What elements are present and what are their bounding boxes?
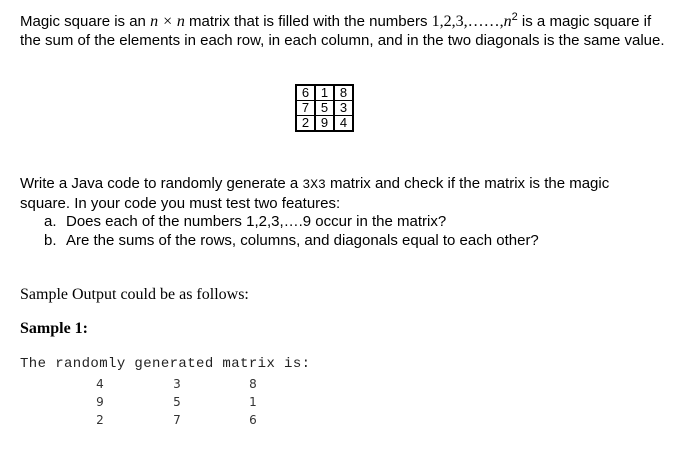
console-cell: 6	[249, 413, 257, 427]
intro-text-3: is a magic square if the sum of the elements in each row, in each column, and in the two diagonals is the same value.	[20, 13, 665, 49]
task-matrix-size: 3X3	[302, 177, 326, 192]
console-cell: 2	[96, 413, 104, 427]
console-header: The randomly generated matrix is:	[20, 356, 311, 372]
list-item	[44, 212, 539, 231]
console-cell: 5	[173, 395, 181, 409]
table-cell: 5	[315, 101, 334, 116]
list-item-text: Does each of the numbers 1,2,3,….9 occur in the matrix?	[66, 213, 447, 230]
list-item	[44, 231, 539, 250]
sample-title: Sample 1:	[20, 320, 88, 337]
console-cell: 1	[249, 395, 257, 409]
feature-list	[44, 212, 539, 250]
math-n: n	[503, 13, 512, 30]
table-cell: 2	[296, 116, 315, 132]
console-cell: 8	[249, 377, 257, 391]
console-cell: 7	[173, 413, 181, 427]
table-row	[296, 101, 353, 116]
sample-output-intro: Sample Output could be as follows:	[20, 286, 249, 303]
magic-square-table	[295, 84, 354, 132]
table-cell: 7	[296, 101, 315, 116]
intro-number-list: 1,2,3,……,	[431, 13, 504, 30]
task-text-2: matrix and check if the matrix is the magic square. In your code you must test two features:	[20, 175, 610, 212]
table-cell: 4	[334, 116, 353, 132]
math-exponent: 2	[511, 11, 518, 23]
table-row	[296, 116, 353, 132]
table-cell: 1	[315, 85, 334, 101]
problem-description	[20, 8, 670, 50]
task-text-1: Write a Java code to randomly generate a	[20, 175, 303, 192]
intro-text-1: Magic square is an	[20, 13, 151, 30]
console-cell: 3	[173, 377, 181, 391]
list-item-text: Are the sums of the rows, columns, and diagonals equal to each other?	[66, 232, 539, 249]
console-cell: 9	[96, 395, 104, 409]
math-n-by-n: n × n	[150, 13, 185, 30]
table-cell: 3	[334, 101, 353, 116]
table-row	[296, 85, 353, 101]
table-cell: 9	[315, 116, 334, 132]
list-marker: b.	[44, 232, 57, 249]
intro-text-2: matrix that is filled with the numbers	[184, 13, 432, 30]
table-cell: 6	[296, 85, 315, 101]
task-description	[20, 174, 660, 213]
table-cell: 8	[334, 85, 353, 101]
list-marker: a.	[44, 213, 57, 230]
console-cell: 4	[96, 377, 104, 391]
